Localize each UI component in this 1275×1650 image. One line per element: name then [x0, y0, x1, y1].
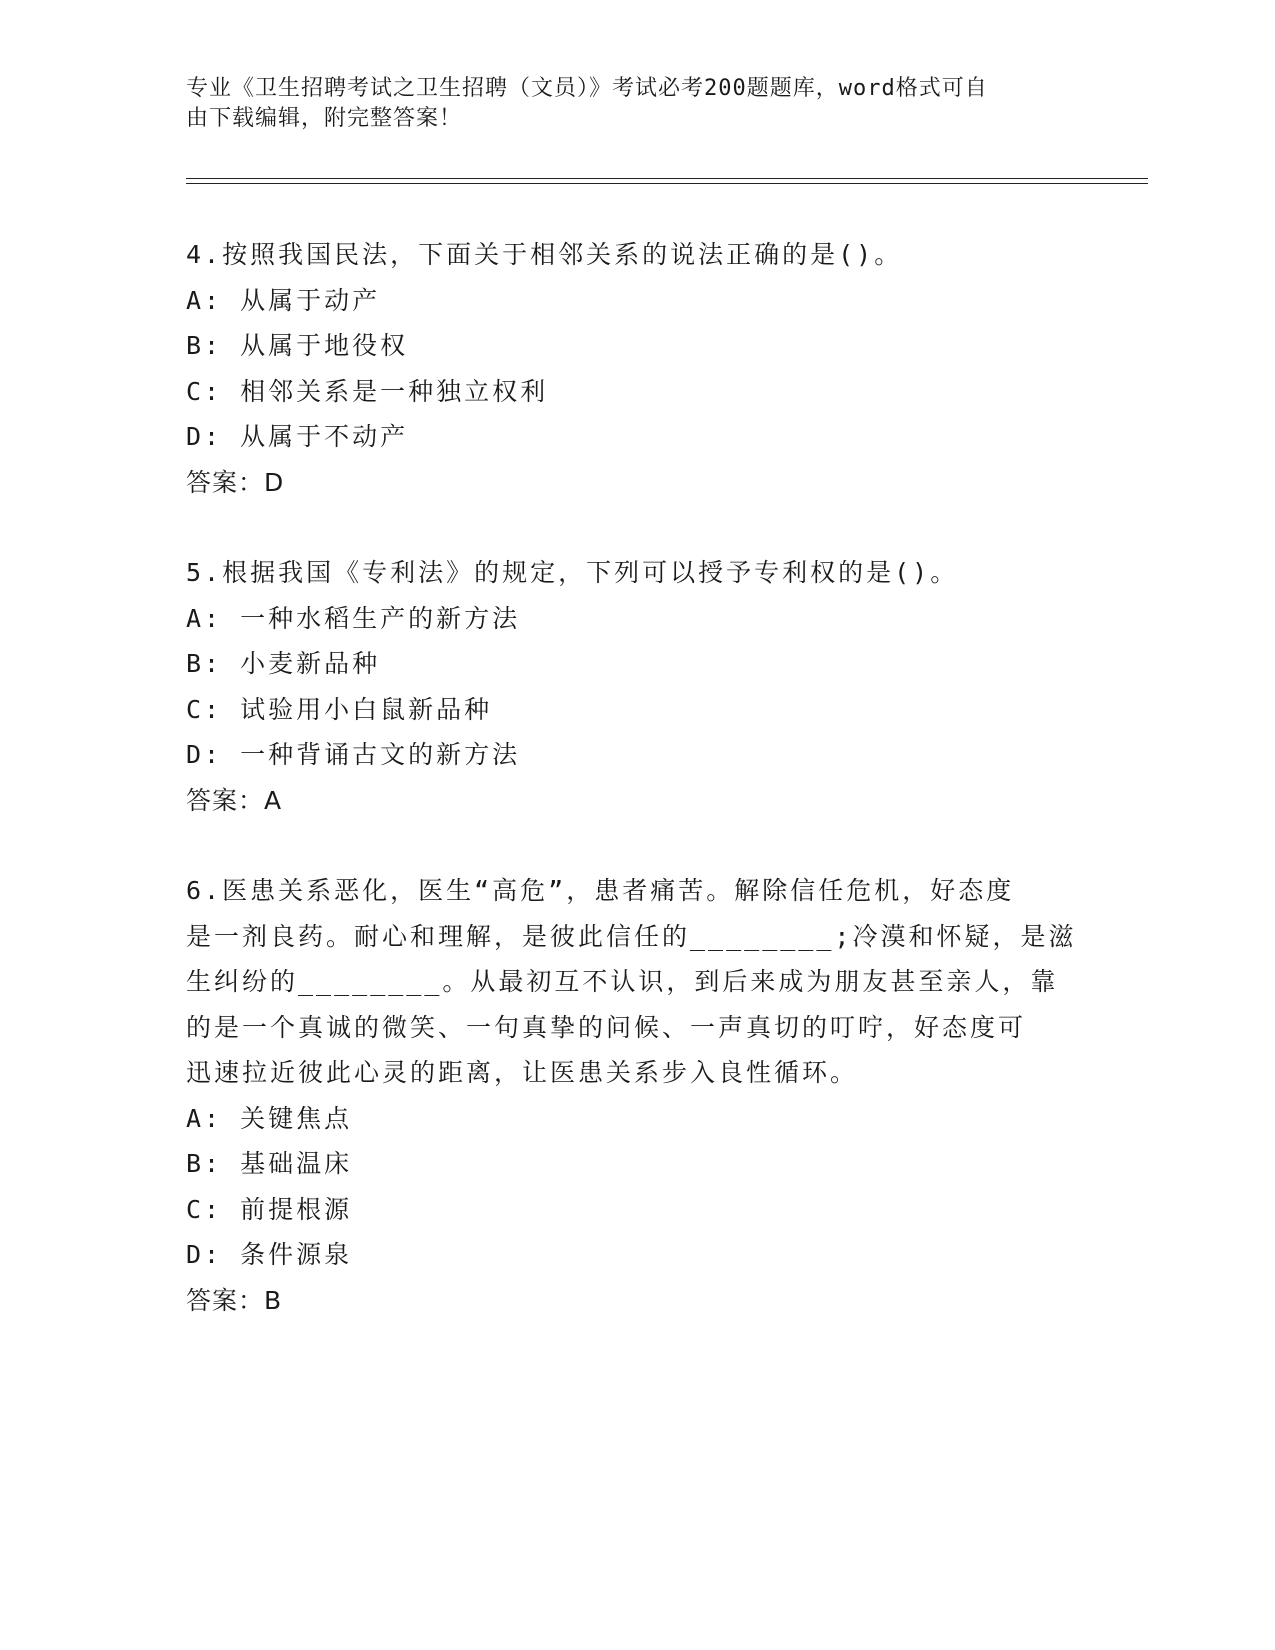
question-5 — [186, 550, 1086, 823]
option-a: A: 一种水稻生产的新方法 — [186, 603, 521, 633]
header-divider-bottom — [186, 183, 1148, 184]
header-line-1: 专业《卫生招聘考试之卫生招聘（文员）》考试必考200题题库，word格式可自 — [186, 76, 988, 101]
option-d: D: 从属于不动产 — [186, 422, 409, 451]
option-b: B: 基础温床 — [186, 1149, 353, 1178]
answer-line: 答案：A — [186, 785, 283, 815]
option-c: C: 相邻关系是一种独立权利 — [186, 376, 549, 406]
question-stem-line-1: 6.医患关系恶化，医生“高危”，患者痛苦。解除信任危机，好态度 — [186, 876, 1015, 905]
option-c: C: 试验用小白鼠新品种 — [186, 694, 493, 724]
question-stem-line-2: 是一剂良药。耐心和理解，是彼此信任的________;冷漠和怀疑，是滋 — [186, 921, 1077, 951]
question-stem: 5.根据我国《专利法》的规定，下列可以授予专利权的是()。 — [186, 558, 959, 587]
header-line-2: 由下载编辑，附完整答案！ — [186, 106, 463, 131]
option-a: A: 从属于动产 — [186, 285, 381, 315]
option-b: B: 从属于地役权 — [186, 331, 409, 360]
question-stem-line-3: 生纠纷的________。从最初互不认识，到后来成为朋友甚至亲人，靠 — [186, 967, 1059, 996]
question-stem: 4.按照我国民法，下面关于相邻关系的说法正确的是()。 — [186, 240, 903, 269]
question-6 — [186, 868, 1086, 1323]
document-header — [186, 74, 1066, 134]
option-c: C: 前提根源 — [186, 1194, 353, 1224]
answer-line: 答案：B — [186, 1285, 283, 1315]
option-a: A: 关键焦点 — [186, 1103, 353, 1133]
header-divider-top — [186, 178, 1148, 179]
question-stem-line-5: 迅速拉近彼此心灵的距离，让医患关系步入良性循环。 — [186, 1058, 859, 1087]
option-d: D: 一种背诵古文的新方法 — [186, 740, 521, 769]
answer-line: 答案：D — [186, 467, 285, 497]
question-stem-line-4: 的是一个真诚的微笑、一句真挚的问候、一声真切的叮咛，好态度可 — [186, 1012, 1027, 1042]
option-d: D: 条件源泉 — [186, 1240, 353, 1269]
question-4 — [186, 232, 1086, 505]
option-b: B: 小麦新品种 — [186, 649, 381, 678]
